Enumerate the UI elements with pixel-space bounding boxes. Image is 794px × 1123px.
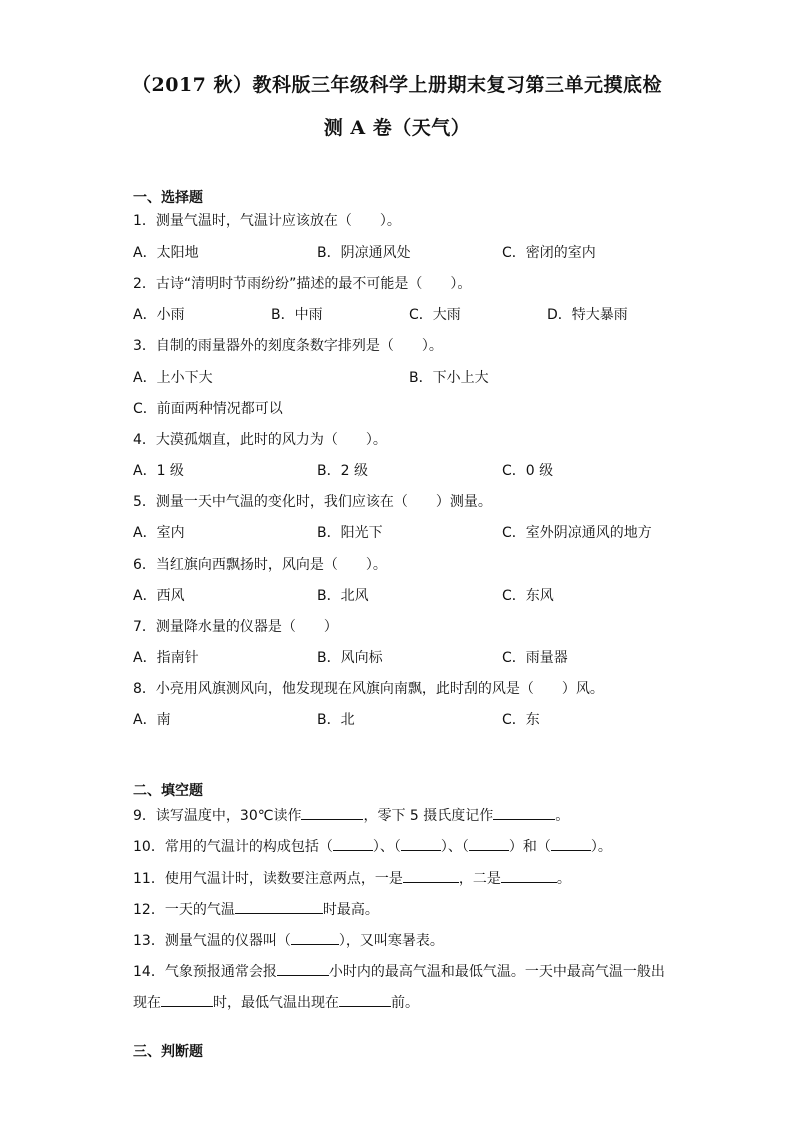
question-14-text-2: 小时内的最高气温和最低气温。一天中最高气温一般出 — [328, 964, 665, 980]
answer-blank[interactable] — [501, 868, 557, 883]
question-13 — [133, 930, 444, 950]
question-14-line-1 — [133, 961, 665, 981]
question-3-option-b: B．下小上大 — [409, 370, 489, 386]
question-10 — [133, 836, 612, 856]
worksheet-title-line-2: 测 A 卷（天气） — [323, 117, 471, 139]
question-4-option-c: C．0 级 — [502, 463, 554, 479]
question-2-stem: 2．古诗“清明时节雨纷纷”描述的最不可能是（ ）。 — [133, 276, 472, 292]
answer-blank[interactable] — [291, 930, 339, 945]
answer-blank[interactable] — [493, 805, 555, 820]
question-9 — [133, 805, 569, 825]
answer-blank[interactable] — [401, 836, 441, 851]
question-4-option-b: B．2 级 — [317, 463, 368, 479]
question-7-option-a: A．指南针 — [133, 650, 199, 666]
question-11 — [133, 868, 571, 888]
answer-blank[interactable] — [235, 899, 323, 914]
answer-blank[interactable] — [333, 836, 373, 851]
answer-blank[interactable] — [469, 836, 509, 851]
question-13-text-2: ），又叫寒暑表。 — [338, 933, 444, 949]
section-judge-heading: 三、判断题 — [133, 1044, 203, 1060]
question-3-stem: 3．自制的雨量器外的刻度条数字排列是（ ）。 — [133, 338, 443, 354]
question-12-text-1: 12．一天的气温 — [133, 902, 235, 918]
question-6-option-a: A．西风 — [133, 588, 185, 604]
question-2-option-a: A．小雨 — [133, 307, 185, 323]
question-4-stem: 4．大漠孤烟直，此时的风力为（ ）。 — [133, 432, 387, 448]
question-3-option-a: A．上小下大 — [133, 370, 213, 386]
question-10-text-2: ）、（ — [372, 839, 401, 855]
question-14-text-1: 14．气象预报通常会报 — [133, 964, 277, 980]
question-14-text-5: 前。 — [391, 995, 419, 1011]
question-7-option-c: C．雨量器 — [502, 650, 568, 666]
question-5-option-a: A．室内 — [133, 525, 185, 541]
question-9-text-2: ，零下 5 摄氏度记作 — [363, 808, 494, 824]
answer-blank[interactable] — [277, 961, 329, 976]
question-10-text-4: ）和（ — [508, 839, 551, 855]
question-14-text-4: 时，最低气温出现在 — [213, 995, 339, 1011]
question-2-option-b: B．中雨 — [271, 307, 323, 323]
question-14-line-2 — [133, 992, 419, 1012]
question-6-stem: 6．当红旗向西飘扬时，风向是（ ）。 — [133, 557, 387, 573]
answer-blank[interactable] — [403, 868, 459, 883]
question-5-stem: 5．测量一天中气温的变化时，我们应该在（ ）测量。 — [133, 494, 492, 510]
answer-blank[interactable] — [301, 805, 363, 820]
question-14-text-3: 现在 — [133, 995, 161, 1011]
question-8-stem: 8．小亮用风旗测风向，他发现现在风旗向南飘，此时刮的风是（ ）风。 — [133, 681, 604, 697]
question-9-text-3: 。 — [555, 808, 570, 824]
question-10-text-3: ）、（ — [440, 839, 469, 855]
worksheet-title-line-1: （2017 秋）教科版三年级科学上册期末复习第三单元摸底检 — [132, 74, 662, 96]
question-6-option-c: C．东风 — [502, 588, 554, 604]
section-fill-heading: 二、填空题 — [133, 783, 203, 799]
question-1-option-b: B．阴凉通风处 — [317, 245, 411, 261]
question-11-text-3: 。 — [556, 871, 571, 887]
question-13-text-1: 13．测量气温的仪器叫（ — [133, 933, 291, 949]
question-10-text-5: ）。 — [590, 839, 612, 855]
question-7-stem: 7．测量降水量的仪器是（ ） — [133, 619, 338, 635]
question-10-text-1: 10．常用的气温计的构成包括（ — [133, 839, 333, 855]
answer-blank[interactable] — [339, 992, 391, 1007]
question-9-text-1: 9．读写温度中，30℃读作 — [133, 808, 302, 824]
question-3-option-c: C．前面两种情况都可以 — [133, 401, 283, 417]
question-8-option-c: C．东 — [502, 712, 540, 728]
question-1-option-c: C．密闭的室内 — [502, 245, 596, 261]
question-12 — [133, 899, 379, 919]
question-11-text-1: 11．使用气温计时，读数要注意两点，一是 — [133, 871, 403, 887]
question-5-option-c: C．室外阴凉通风的地方 — [502, 525, 652, 541]
question-5-option-b: B．阳光下 — [317, 525, 383, 541]
question-12-text-2: 时最高。 — [322, 902, 379, 918]
section-choice-heading: 一、选择题 — [133, 190, 203, 206]
question-7-option-b: B．风向标 — [317, 650, 383, 666]
question-1-option-a: A．太阳地 — [133, 245, 199, 261]
question-8-option-a: A．南 — [133, 712, 171, 728]
question-2-option-d: D．特大暴雨 — [547, 307, 628, 323]
answer-blank[interactable] — [551, 836, 591, 851]
question-4-option-a: A．1 级 — [133, 463, 184, 479]
answer-blank[interactable] — [161, 992, 213, 1007]
question-2-option-c: C．大雨 — [409, 307, 461, 323]
question-1-stem: 1．测量气温时，气温计应该放在（ ）。 — [133, 213, 401, 229]
question-11-text-2: ，二是 — [458, 871, 501, 887]
question-8-option-b: B．北 — [317, 712, 355, 728]
question-6-option-b: B．北风 — [317, 588, 369, 604]
